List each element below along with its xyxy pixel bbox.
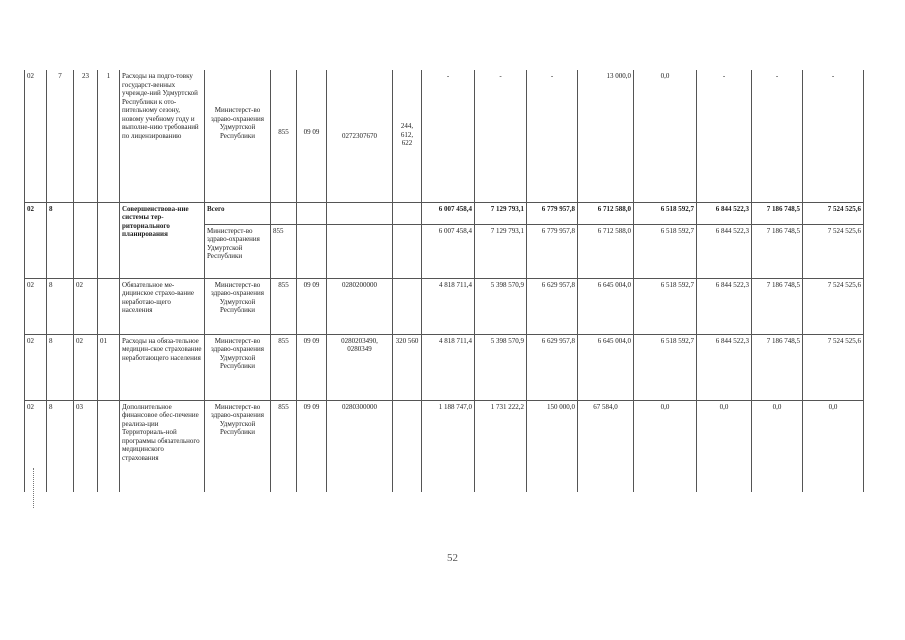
- table-row: [25, 202, 864, 224]
- cell-vr: [393, 224, 422, 278]
- cell-om: 02: [74, 278, 98, 334]
- cell-value: 7 524 525,6: [803, 224, 864, 278]
- cell-csr: [327, 202, 393, 224]
- cell-executor: [205, 70, 271, 202]
- cell-grbs: [271, 70, 297, 202]
- cell-value-total: 7 524 525,6: [803, 202, 864, 224]
- cell-value: -: [803, 70, 864, 202]
- cell-value: 7 186 748,5: [752, 278, 803, 334]
- cell-executor: Министерст-во здраво-охранения Удмуртской Республики: [205, 400, 271, 492]
- cell-value: -: [475, 70, 527, 202]
- cell-value: 6 779 957,8: [527, 224, 578, 278]
- cell-rzpr: [297, 224, 327, 278]
- cell-grbs: 855: [271, 278, 297, 334]
- cell-m: 1: [98, 70, 120, 202]
- cell-value: 4 818 711,4: [422, 278, 475, 334]
- cell-value: 7 186 748,5: [752, 334, 803, 400]
- cell-csr: 0280200000: [327, 278, 393, 334]
- cell-pp: 8: [47, 278, 74, 334]
- cell-value-total: 6 844 522,3: [697, 202, 752, 224]
- table-row: [25, 278, 864, 334]
- cell-rzpr: 09 09: [297, 334, 327, 400]
- cell-value-total: 7 186 748,5: [752, 202, 803, 224]
- cell-name: Расходы на подго-товку государст-венных учрежде-ний Удмуртской Республики к ото-пительному сезону, новому учебному году и выполне-нию требований по лицензированию: [120, 70, 205, 202]
- table-row: [25, 400, 864, 492]
- cell-value: 6 518 592,7: [634, 278, 697, 334]
- cell-rzpr: [297, 202, 327, 224]
- cell-executor: Министерст-во здраво-охранения Удмуртской Республики: [205, 224, 271, 278]
- cell-grbs: [271, 202, 297, 224]
- cell-value: 6 007 458,4: [422, 224, 475, 278]
- scan-dotted-mark: [33, 468, 36, 508]
- cell-value: -: [527, 70, 578, 202]
- cell-value: 0,0: [634, 70, 697, 202]
- cell-rzpr: 09 09: [297, 400, 327, 492]
- cell-m: 01: [98, 334, 120, 400]
- cell-value: 6 629 957,8: [527, 278, 578, 334]
- cell-value: 5 398 570,9: [475, 278, 527, 334]
- cell-value-total: 6 007 458,4: [422, 202, 475, 224]
- cell-name: Обязательное ме-дицинское страхо-вание неработаю-щего населения: [120, 278, 205, 334]
- cell-m: [98, 202, 120, 278]
- cell-value: 6 629 957,8: [527, 334, 578, 400]
- cell-vr: 320 560: [393, 334, 422, 400]
- cell-vr: [393, 278, 422, 334]
- cell-om: 03: [74, 400, 98, 492]
- cell-gp: 02: [25, 400, 47, 492]
- cell-gp: 02: [25, 278, 47, 334]
- cell-grbs: 855: [271, 334, 297, 400]
- cell-value: 13 000,0: [578, 70, 634, 202]
- cell-vr: [393, 202, 422, 224]
- cell-value: 7 524 525,6: [803, 278, 864, 334]
- cell-value: 4 818 711,4: [422, 334, 475, 400]
- cell-value: 6 518 592,7: [634, 224, 697, 278]
- cell-grbs: 855: [271, 224, 297, 278]
- cell-value: 1 731 222,2: [475, 400, 527, 492]
- cell-value: 0,0: [803, 400, 864, 492]
- cell-value: 0,0: [697, 400, 752, 492]
- cell-value-total: 6 779 957,8: [527, 202, 578, 224]
- cell-value: 6 518 592,7: [634, 334, 697, 400]
- cell-name: Дополнительное финансовое обес-печение реализа-ции Территориаль-ной программы обязательного медицинского страхования: [120, 400, 205, 492]
- vr-text: 244, 612, 622: [400, 122, 414, 147]
- cell-m: [98, 278, 120, 334]
- cell-value: -: [422, 70, 475, 202]
- cell-grbs: 855: [271, 400, 297, 492]
- cell-value: 6 645 004,0: [578, 278, 634, 334]
- cell-csr: 0280203490, 0280349: [327, 334, 393, 400]
- cell-value-total: 6 712 588,0: [578, 202, 634, 224]
- table-row: [25, 334, 864, 400]
- cell-value: -: [752, 70, 803, 202]
- cell-rzpr: 09 09: [297, 278, 327, 334]
- cell-executor-total: Всего: [205, 202, 271, 224]
- cell-name: Совершенствова-ние системы тер-риториального планирования: [120, 202, 205, 278]
- cell-value: 7 524 525,6: [803, 334, 864, 400]
- cell-value: 7 129 793,1: [475, 224, 527, 278]
- cell-om: 02: [74, 334, 98, 400]
- cell-vr: [393, 400, 422, 492]
- cell-pp: 8: [47, 334, 74, 400]
- cell-value: 6 844 522,3: [697, 334, 752, 400]
- cell-value: 6 844 522,3: [697, 278, 752, 334]
- cell-value: 0,0: [752, 400, 803, 492]
- cell-value: 1 188 747,0: [422, 400, 475, 492]
- cell-executor: Министерст-во здраво-охранения Удмуртской Республики: [205, 334, 271, 400]
- cell-value: 6 712 588,0: [578, 224, 634, 278]
- cell-value: 0,0: [634, 400, 697, 492]
- cell-value-total: 7 129 793,1: [475, 202, 527, 224]
- cell-value: 67 584,0: [578, 400, 634, 492]
- grbs-text: 855: [278, 128, 289, 136]
- cell-csr: 0280300000: [327, 400, 393, 492]
- cell-om: 23: [74, 70, 98, 202]
- page-number: 52: [447, 552, 458, 564]
- cell-gp: 02: [25, 70, 47, 202]
- cell-vr: [393, 70, 422, 202]
- cell-executor: Министерст-во здраво-охранения Удмуртской Республики: [205, 278, 271, 334]
- cell-name: Расходы на обяза-тельное медицин-ское страхование неработающего населения: [120, 334, 205, 400]
- cell-value: 7 186 748,5: [752, 224, 803, 278]
- cell-value-total: 6 518 592,7: [634, 202, 697, 224]
- cell-value: 6 844 522,3: [697, 224, 752, 278]
- cell-pp: 8: [47, 202, 74, 278]
- budget-table: [24, 70, 864, 492]
- table-row: [25, 70, 864, 202]
- cell-value: 6 645 004,0: [578, 334, 634, 400]
- cell-gp: 02: [25, 334, 47, 400]
- cell-om: [74, 202, 98, 278]
- cell-m: [98, 400, 120, 492]
- cell-rzpr: [297, 70, 327, 202]
- cell-csr: [327, 224, 393, 278]
- cell-pp: 8: [47, 400, 74, 492]
- cell-value: 5 398 570,9: [475, 334, 527, 400]
- cell-gp: 02: [25, 202, 47, 278]
- csr-text: 0272307670: [342, 132, 377, 140]
- rzpr-text: 09 09: [303, 128, 320, 136]
- cell-pp: 7: [47, 70, 74, 202]
- cell-value: -: [697, 70, 752, 202]
- executor-text: Министерст-во здраво-охранения Удмуртской Республики: [211, 106, 264, 140]
- cell-value: 150 000,0: [527, 400, 578, 492]
- cell-csr: [327, 70, 393, 202]
